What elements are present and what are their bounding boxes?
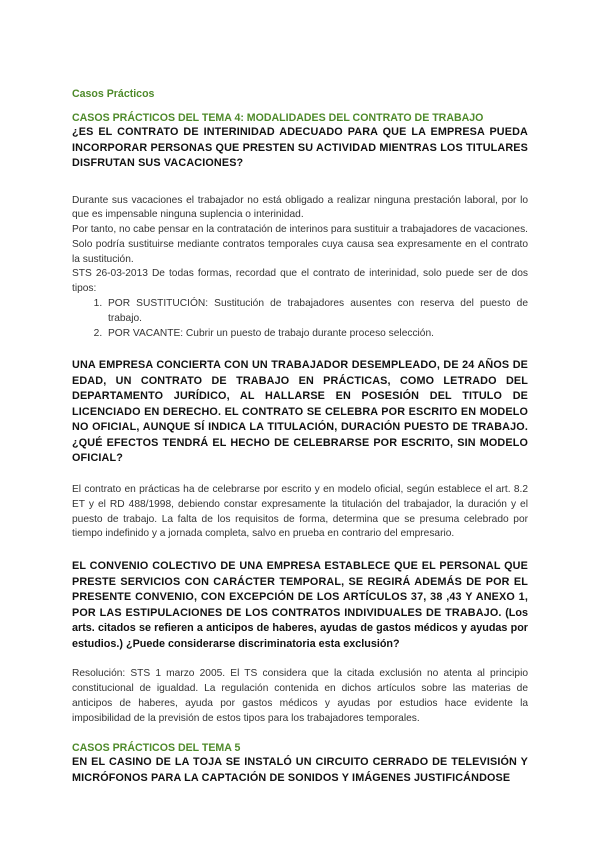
answer-paragraph: Durante sus vacaciones el trabajador no está obligado a realizar ninguna prestación laboral, por lo que es impensable ninguna suplencia o interinidad.	[72, 194, 528, 221]
question-convenio	[72, 559, 528, 652]
question-convenio-caps: EL CONVENIO COLECTIVO DE UNA EMPRESA ESTABLECE QUE EL PERSONAL QUE PRESTE SERVICIOS CON CARÁCTER TEMPORAL, SE REGIRÁ ADEMÁS DE POR EL PRESENTE CONVENIO, CON EXCEPCIÓN DE LOS ARTÍCULOS 37, 38 ,43 Y ANEXO 1, POR LAS ESTIPULACIONES DE LOS CONTRATOS INDIVIDUALES DE TRABAJO.	[72, 560, 528, 619]
document-page	[72, 88, 528, 786]
answer-paragraph: Por tanto, no cabe pensar en la contratación de interinos para sustituir a trabajadores de vacaciones. Solo podría sustituirse mediante contratos temporales cuya causa sea expresamente en el contrato la sustitución.	[72, 224, 528, 265]
answer-paragraph: STS 26-03-2013 De todas formas, recordad que el contrato de interinidad, solo puede ser de dos tipos:	[72, 268, 528, 295]
interinidad-types-list	[72, 297, 528, 341]
answer-paragraph: El contrato en prácticas ha de celebrarse por escrito y en modelo oficial, según establece el art. 8.2 ET y el RD 488/1998, debiendo constar expresamente la titulación del trabajador, la duración y el puesto de trabajo. La falta de los requisitos de forma, determina que se presuma celebrado por tiempo indefinido y a jornada completa, salvo en prueba en contrario del empresario.	[72, 483, 528, 540]
tema5-title: CASOS PRÁCTICOS DEL TEMA 5	[72, 742, 241, 755]
question-interinidad: ¿ES EL CONTRATO DE INTERINIDAD ADECUADO PARA QUE LA EMPRESA PUEDA INCORPORAR PERSONAS QUE PRESTEN SU ACTIVIDAD MIENTRAS LOS TITULARES DISFRUTAN SUS VACACIONES?	[72, 126, 528, 169]
question-casino: EN EL CASINO DE LA TOJA SE INSTALÓ UN CIRCUITO CERRADO DE TELEVISIÓN Y MICRÓFONOS PARA LA CAPTACIÓN DE SONIDOS Y IMÁGENES JUSTIFICÁNDOSE	[72, 756, 528, 784]
question-practicas: UNA EMPRESA CONCIERTA CON UN TRABAJADOR DESEMPLEADO, DE 24 AÑOS DE EDAD, UN CONTRATO DE TRABAJO EN PRÁCTICAS, COMO LETRADO DEL DEPARTAMENTO JURÍDICO, AL HALLARSE EN POSESIÓN DEL TITULO DE LICENCIADO EN DERECHO. EL CONTRATO SE CELEBRA POR ESCRITO EN MODELO NO OFICIAL, AUNQUE SÍ INDICA LA TITULACIÓN, DURACIÓN PUESTO DE TRABAJO. ¿QUÉ EFECTOS TENDRÁ EL HECHO DE CELEBRARSE POR ESCRITO, SIN MODELO OFICIAL?	[72, 359, 528, 465]
list-item: 1. POR SUSTITUCIÓN: Sustitución de trabajadores ausentes con reserva del puesto de trabajo.	[105, 297, 528, 327]
page-heading: Casos Prácticos	[72, 88, 155, 100]
question-convenio-tail: (Los arts. citados se refieren a anticipos de haberes, ayudas de gastos médicos y ayudas por estudios.) ¿Puede considerarse discriminatoria esta exclusión?	[72, 606, 528, 650]
list-item: 2. POR VACANTE: Cubrir un puesto de trabajo durante proceso selección.	[105, 327, 528, 342]
answer-paragraph: Resolución: STS 1 marzo 2005. El TS considera que la citada exclusión no atenta al principio constitucional de igualdad. La regulación contenida en dichos artículos sobre las materias de anticipos de haberes, ayuda por gastos médicos y ayudas por estudios hace evidente la imposibilidad de la previsión de estos tipos para los trabajadores temporales.	[72, 668, 528, 724]
tema4-title: CASOS PRÁCTICOS DEL TEMA 4: MODALIDADES DEL CONTRATO DE TRABAJO	[72, 112, 484, 124]
